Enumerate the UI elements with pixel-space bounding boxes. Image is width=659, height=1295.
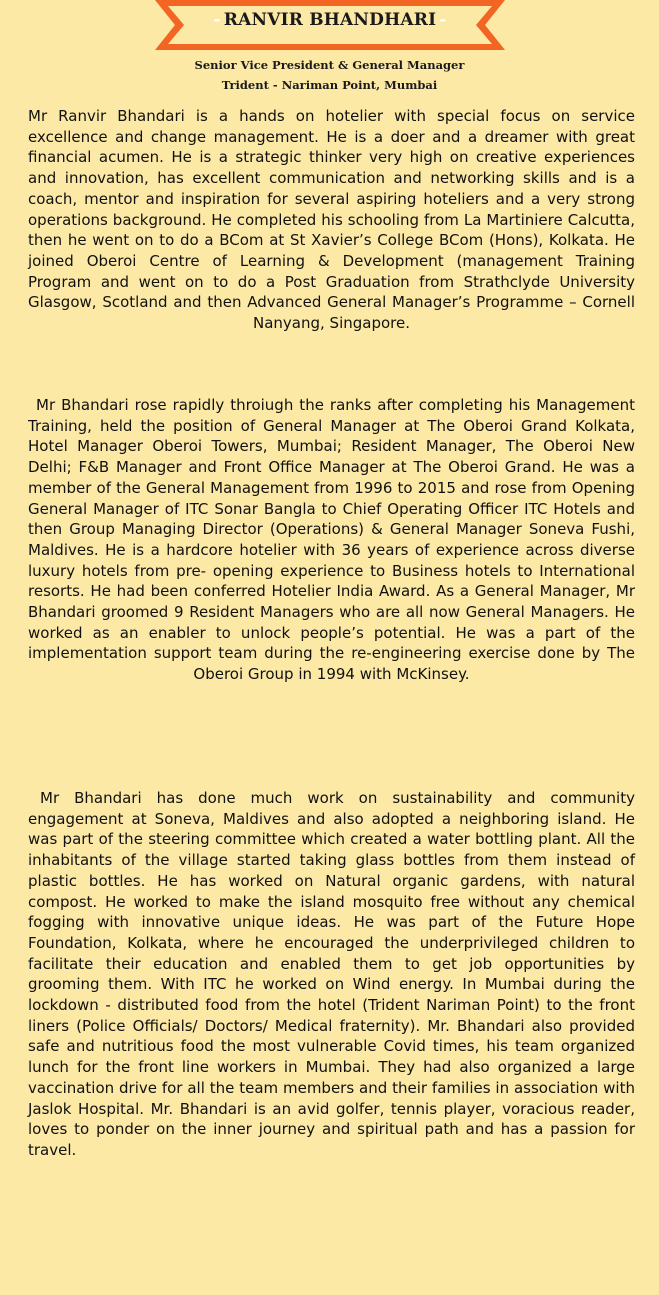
bio-paragraph-1: Mr Ranvir Bhandari is a hands on hotelier with special focus on service excellence and change management. He is a doer and a dreamer with great financial acumen. He is a strategic thinker very high on creative experiences and innovation, has excellent communication and networking skills and is a coach, mentor and inspiration for several aspiring hoteliers and a very strong operations background. He completed his schooling from La Martiniere Calcutta, then he went on to do a BCom at St Xavier’s College BCom (Hons), Kolkata. He joined Oberoi Centre of Learning & Development (management Training Program and went on to do a Post Graduation from Strathclyde University Glasgow, Scotland and then Advanced General Manager’s Programme – Cornell Nanyang, Singapore. xyxy=(28,107,635,333)
bio-paragraph-2: Mr Bhandari rose rapidly throiugh the ranks after completing his Management Training, held the position of General Manager at The Oberoi Grand Kolkata, Hotel Manager Oberoi Towers, Mumbai; Resident Manager, The Oberoi New Delhi; F&B Manager and Front Office Manager at The Oberoi Grand. He was a member of the General Management from 1996 to 2015 and rose from Opening General Manager of ITC Sonar Bangla to Chief Operating Officer ITC Hotels and then Group Managing Director (Operations) & General Manager Soneva Fushi, Maldives. He is a hardcore hotelier with 36 years of experience across diverse luxury hotels from pre- opening experience to Business hotels to International resorts. He had been conferred Hotelier India Award. As a General Manager, Mr Bhandari groomed 9 Resident Managers who are all now General Managers. He worked as an enabler to unlock people’s potential. He was a part of the implementation support team during the re-engineering exercise done by The Oberoi Group in 1994 with McKinsey. xyxy=(28,396,635,684)
bio-paragraph-3: Mr Bhandari has done much work on sustainability and community engagement at Soneva, Maldives and also adopted a neighboring island. He was part of the steering committee which created a water bottling plant. All the inhabitants of the village started taking glass bottles from them instead of plastic bottles. He has worked on Natural organic gardens, with natural compost. He worked to make the island mosquito free without any chemical fogging with innovative unique ideas. He was part of the Future Hope Foundation, Kolkata, where he encouraged the underprivileged children to facilitate their education and enabled them to get job opportunities by grooming them. With ITC he worked on Wind energy. In Mumbai during the lockdown - distributed food from the hotel (Trident Nariman Point) to the front liners (Police Officials/ Doctors/ Medical fraternity). Mr. Bhandari also provided safe and nutritious food the most vulnerable Covid times, his team organized lunch for the front line workers in Mumbai. They had also organized a large vaccination drive for all the team members and their families in association with Jaslok Hospital. Mr. Bhandari is an avid golfer, tennis player, voracious reader, loves to ponder on the inner journey and spiritual path and has a passion for travel. xyxy=(28,789,635,1159)
job-title: Senior Vice President & General Manager xyxy=(194,58,465,72)
banner-dash-right: - xyxy=(439,10,447,30)
banner-name xyxy=(155,8,505,32)
person-name: RANVIR BHANDHARI xyxy=(223,10,437,30)
banner-dash-left: - xyxy=(213,10,221,30)
hotel-location: Trident - Nariman Point, Mumbai xyxy=(221,78,438,92)
name-banner xyxy=(155,0,505,50)
